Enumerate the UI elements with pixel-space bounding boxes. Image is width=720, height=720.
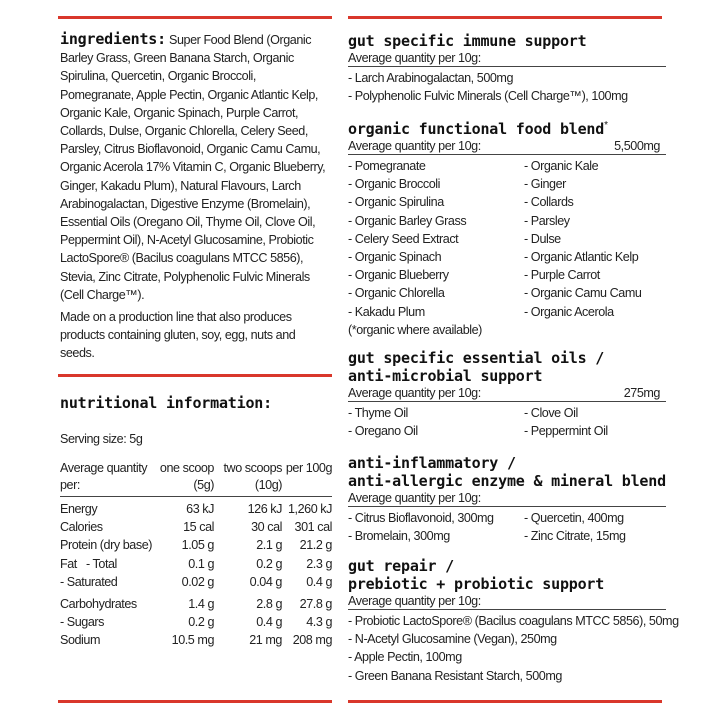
row-one-scoop: 0.02 g <box>181 574 214 589</box>
table-row <box>60 497 332 519</box>
row-per-100g: 1,260 kJ <box>287 502 332 516</box>
list-item: - Collards <box>524 195 574 210</box>
header-average-quantity: Average quantity per: <box>60 460 152 497</box>
food-blend-asterisk: * <box>604 120 608 131</box>
food-blend-columns <box>348 157 666 339</box>
row-label: Protein (dry base) <box>60 538 152 553</box>
avg-label: Average quantity per 10g: <box>348 139 481 153</box>
enzyme-column-1 <box>348 509 524 545</box>
row-two-scoops: 0.04 g <box>249 574 282 589</box>
food-blend-section <box>348 117 666 339</box>
list-item: - Oregano Oil <box>348 424 418 439</box>
row-label: Sodium <box>60 633 101 648</box>
list-item: - Pomegranate <box>348 159 426 173</box>
list-item: - Probiotic LactoSpore® (Bacilus coagulans MTCC 5856), 50mg <box>348 614 679 628</box>
table-row <box>60 591 332 613</box>
avg-label: Average quantity per 10g: <box>348 491 481 505</box>
gut-repair-title-line-2: prebiotic + probiotic support <box>348 575 605 593</box>
gut-repair-section <box>348 557 679 685</box>
row-one-scoop: 0.2 g <box>188 615 214 630</box>
food-blend-column-2 <box>524 157 666 339</box>
essential-oils-columns <box>348 404 666 440</box>
row-one-scoop: 1.4 g <box>188 597 214 612</box>
list-item: - Organic Blueberry <box>348 268 449 283</box>
row-two-scoops: 0.2 g <box>256 556 282 571</box>
row-two-scoops: 30 cal <box>251 520 282 535</box>
enzyme-columns <box>348 509 666 545</box>
row-label: - Sugars <box>60 615 104 630</box>
header-two-scoops: two scoops (10g) <box>214 460 282 497</box>
nutrition-header-row <box>60 460 332 497</box>
list-item: - Green Banana Resistant Starch, 500mg <box>348 668 562 683</box>
allergen-note: Made on a production line that also produces products containing gluten, soy, egg, nuts and seeds. <box>60 310 296 361</box>
top-divider-left <box>58 16 332 19</box>
list-item: - Clove Oil <box>524 406 578 420</box>
list-item: - Purple Carrot <box>524 268 600 283</box>
table-row <box>60 573 332 591</box>
header-one-scoop: one scoop (5g) <box>152 460 214 497</box>
table-row <box>60 536 332 554</box>
section-divider-left <box>58 374 332 377</box>
essential-oils-average-quantity <box>348 385 666 402</box>
ingredients-heading: ingredients: <box>60 30 166 48</box>
row-two-scoops: 2.8 g <box>256 597 282 612</box>
row-label: Energy <box>60 502 98 516</box>
list-item: - Parsley <box>524 213 570 228</box>
row-per-100g: 2.3 g <box>306 556 332 571</box>
row-label: - Saturated <box>60 574 118 589</box>
row-per-100g: 21.2 g <box>299 538 332 553</box>
gut-repair-average-quantity <box>348 593 666 610</box>
table-row <box>60 613 332 631</box>
table-row <box>60 518 332 536</box>
list-item: - N-Acetyl Glucosamine (Vegan), 250mg <box>348 632 557 647</box>
list-item: - Organic Broccoli <box>348 177 440 192</box>
table-row <box>60 555 332 573</box>
list-item: - Quercetin, 400mg <box>524 511 624 525</box>
gut-repair-title-line-1: gut repair / <box>348 557 454 575</box>
list-item: - Larch Arabinogalactan, 500mg <box>348 71 514 85</box>
row-one-scoop: 15 cal <box>183 520 214 535</box>
list-item: - Organic Acerola <box>524 304 614 319</box>
food-blend-title <box>348 117 666 138</box>
row-per-100g: 208 mg <box>292 633 332 648</box>
row-one-scoop: 0.1 g <box>188 556 214 571</box>
nutrition-table <box>60 460 332 650</box>
list-item: - Organic Camu Camu <box>524 286 642 301</box>
enzyme-column-2 <box>524 509 666 545</box>
list-item: - Zinc Citrate, 15mg <box>524 529 626 544</box>
list-item: - Organic Barley Grass <box>348 213 467 228</box>
row-two-scoops: 21 mg <box>249 633 282 648</box>
ingredients-paragraph <box>60 30 332 304</box>
top-divider-right <box>348 16 662 19</box>
row-one-scoop: 63 kJ <box>186 502 214 516</box>
header-per-100g: per 100g <box>282 460 332 497</box>
list-item: - Celery Seed Extract <box>348 231 459 246</box>
list-item: - Organic Atlantic Kelp <box>524 250 639 265</box>
list-item: - Bromelain, 300mg <box>348 529 450 544</box>
essential-oils-amount: 275mg <box>623 386 660 400</box>
row-per-100g: 301 cal <box>294 520 332 535</box>
avg-label: Average quantity per 10g: <box>348 386 481 400</box>
enzyme-section <box>348 454 666 545</box>
list-item: - Apple Pectin, 100mg <box>348 650 462 665</box>
row-per-100g: 4.3 g <box>306 615 332 630</box>
enzyme-average-quantity <box>348 490 666 507</box>
list-item: - Kakadu Plum <box>348 304 425 319</box>
list-item: - Polyphenolic Fulvic Minerals (Cell Charge™), 100mg <box>348 89 628 104</box>
food-blend-amount: 5,500mg <box>614 139 660 153</box>
list-item: - Organic Spinach <box>348 250 442 265</box>
nutrition-title: nutritional information: <box>60 394 272 412</box>
food-blend-column-1 <box>348 157 524 339</box>
list-item: - Ginger <box>524 177 566 192</box>
row-two-scoops: 0.4 g <box>256 615 282 630</box>
row-two-scoops: 126 kJ <box>247 502 282 516</box>
immune-section <box>348 32 666 105</box>
row-per-100g: 0.4 g <box>306 574 332 589</box>
enzyme-title-line-1: anti-inflammatory / <box>348 454 516 472</box>
row-label: Carbohydrates <box>60 597 137 612</box>
list-item: - Organic Chlorella <box>348 286 445 301</box>
table-row <box>60 631 332 649</box>
row-one-scoop: 10.5 mg <box>171 633 214 648</box>
essential-oils-title-line-2: anti-microbial support <box>348 367 543 385</box>
row-label: Fat - Total <box>60 556 117 571</box>
list-item: - Organic Kale <box>524 159 599 173</box>
row-one-scoop: 1.05 g <box>181 538 214 553</box>
list-item: - Thyme Oil <box>348 406 408 420</box>
food-blend-average-quantity <box>348 138 666 155</box>
row-per-100g: 27.8 g <box>299 597 332 612</box>
essential-oils-column-1 <box>348 404 524 440</box>
food-blend-title-text: organic functional food blend <box>348 120 605 138</box>
row-label: Calories <box>60 520 103 535</box>
bottom-divider-left <box>58 700 332 703</box>
immune-title: gut specific immune support <box>348 32 587 50</box>
ingredients-text: Super Food Blend (Organic Barley Grass, Green Banana Starch, Organic Spirulina, Quercetin, Organic Broccoli, Pomegranate, Apple Pectin, Organic Atlantic Kelp, Organic Kale, Organic Spinach, Purple Carrot, Collards, Dulse, Organic Chlorella, Celery Seed, Parsley, Citrus Bioflavonoid, Organic Camu Camu, Organic Acerola 17% Vitamin C, Organic Blueberry, Ginger, Kakadu Plum), Natural Flavours, Larch Arabinogalactan, Digestive Enzyme (Bromelain), Essential Oils (Oregano Oil, Thyme Oil, Clove Oil, Peppermint Oil), N-Acetyl Glucosamine, Probiotic LactoSpore® (Bacilus coagulans MTCC 5856), Stevia, Zinc Citrate, Polyphenolic Fulvic Minerals (Cell Charge™). <box>60 33 326 302</box>
list-item: - Dulse <box>524 231 561 246</box>
list-item: - Citrus Bioflavonoid, 300mg <box>348 511 494 525</box>
serving-size: Serving size: 5g <box>60 432 143 446</box>
essential-oils-column-2 <box>524 404 666 440</box>
avg-label: Average quantity per 10g: <box>348 51 481 65</box>
list-item: - Peppermint Oil <box>524 424 608 439</box>
food-blend-note: (*organic where available) <box>348 322 482 337</box>
essential-oils-title-line-1: gut specific essential oils / <box>348 349 605 367</box>
essential-oils-section <box>348 349 666 440</box>
enzyme-title-line-2: anti-allergic enzyme & mineral blend <box>348 472 666 490</box>
row-two-scoops: 2.1 g <box>256 538 282 553</box>
immune-average-quantity <box>348 50 666 67</box>
avg-label: Average quantity per 10g: <box>348 594 481 608</box>
bottom-divider-right <box>348 700 662 703</box>
list-item: - Organic Spirulina <box>348 195 444 210</box>
